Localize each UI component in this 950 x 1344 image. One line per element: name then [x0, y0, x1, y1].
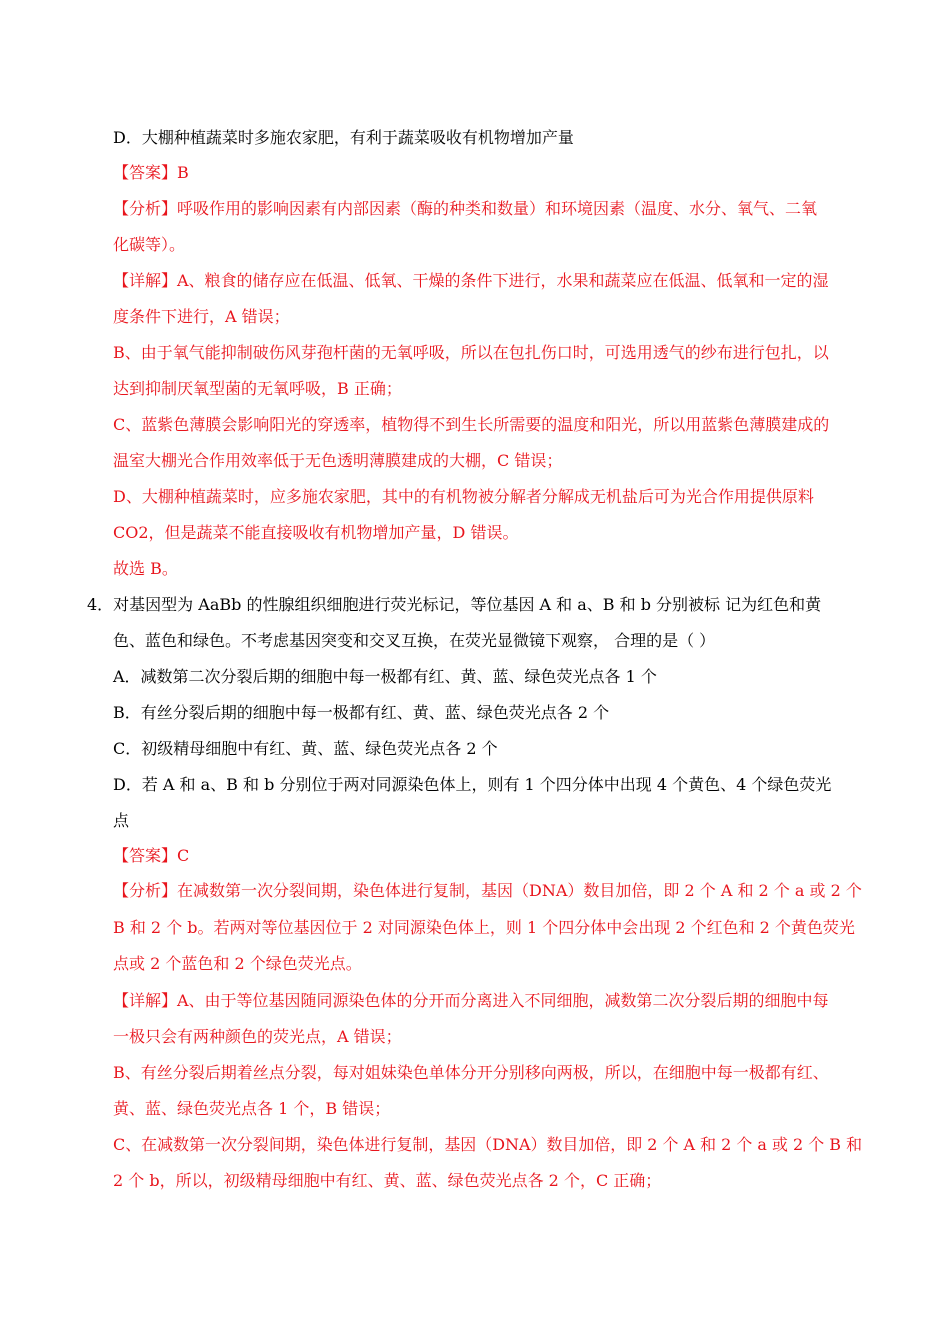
q4-detail-line-6: 2 个 b，所以，初级精母细胞中有红、黄、蓝、绿色荧光点各 2 个，C 正确；	[113, 1171, 662, 1190]
q3-option-d: D．大棚种植蔬菜时多施农家肥，有利于蔬菜吸收有机物增加产量	[113, 128, 574, 147]
q3-conclusion: 故选 B。	[113, 559, 178, 578]
q3-detail-line-4: 达到抑制厌氧型菌的无氧呼吸，B 正确；	[113, 379, 402, 398]
q4-analysis-line-1: 【分析】在减数第一次分裂间期，染色体进行复制，基因（DNA）数目加倍，即 2 个 A 和 2 个 a 或 2 个	[113, 881, 862, 900]
q4-stem-line-2: 色、蓝色和绿色。不考虑基因突变和交叉互换，在荧光显微镜下观察， 合理的是（ ）	[113, 631, 716, 650]
q4-stem-line-1: 4．对基因型为 AaBb 的性腺组织细胞进行荧光标记，等位基因 A 和 a、B 和 b 分别被标 记为红色和黄	[87, 595, 822, 614]
q4-detail-line-1: 【详解】A、由于等位基因随同源染色体的分开而分离进入不同细胞，减数第二次分裂后期的细胞中每	[113, 991, 829, 1010]
q4-detail-line-5: C、在减数第一次分裂间期，染色体进行复制，基因（DNA）数目加倍，即 2 个 A 和 2 个 a 或 2 个 B 和	[113, 1135, 863, 1154]
q4-option-c: C．初级精母细胞中有红、黄、蓝、绿色荧光点各 2 个	[113, 739, 498, 758]
q3-detail-line-2: 度条件下进行，A 错误；	[113, 307, 290, 326]
q3-detail-line-6: 温室大棚光合作用效率低于无色透明薄膜建成的大棚，C 错误；	[113, 451, 563, 470]
q3-detail-line-5: C、蓝紫色薄膜会影响阳光的穿透率，植物得不到生长所需要的温度和阳光，所以用蓝紫色薄膜建成的	[113, 415, 830, 434]
q4-detail-line-3: B、有丝分裂后期着丝点分裂，每对姐妹染色单体分开分别移向两极，所以，在细胞中每一极都有红、	[113, 1063, 829, 1082]
q3-analysis-line-2: 化碳等）。	[113, 235, 186, 254]
q3-detail-line-1: 【详解】A、粮食的储存应在低温、低氧、干燥的条件下进行，水果和蔬菜应在低温、低氧和一定的湿	[113, 271, 829, 290]
q3-detail-line-3: B、由于氧气能抑制破伤风芽孢杆菌的无氧呼吸，所以在包扎伤口时，可选用透气的纱布进行包扎，以	[113, 343, 829, 362]
q4-option-b: B．有丝分裂后期的细胞中每一极都有红、黄、蓝、绿色荧光点各 2 个	[113, 703, 610, 722]
q4-answer: 【答案】C	[113, 846, 190, 865]
q4-option-d-line-2: 点	[113, 811, 130, 830]
q4-detail-line-4: 黄、蓝、绿色荧光点各 1 个，B 错误；	[113, 1099, 391, 1118]
q4-detail-line-2: 一极只会有两种颜色的荧光点，A 错误；	[113, 1027, 402, 1046]
q3-answer: 【答案】B	[113, 163, 189, 182]
q3-detail-line-8: CO2，但是蔬菜不能直接吸收有机物增加产量，D 错误。	[113, 523, 519, 542]
q4-option-a: A．减数第二次分裂后期的细胞中每一极都有红、黄、蓝、绿色荧光点各 1 个	[113, 667, 657, 686]
q4-analysis-line-3: 点或 2 个蓝色和 2 个绿色荧光点。	[113, 954, 362, 973]
q4-option-d-line-1: D．若 A 和 a、B 和 b 分别位于两对同源染色体上，则有 1 个四分体中出现 4 个黄色、4 个绿色荧光	[113, 775, 832, 794]
q3-analysis-line-1: 【分析】呼吸作用的影响因素有内部因素（酶的种类和数量）和环境因素（温度、水分、氧气、二氧	[113, 199, 818, 218]
q4-analysis-line-2: B 和 2 个 b。若两对等位基因位于 2 对同源染色体上，则 1 个四分体中会出现 2 个红色和 2 个黄色荧光	[113, 918, 855, 937]
q3-detail-line-7: D、大棚种植蔬菜时，应多施农家肥，其中的有机物被分解者分解成无机盐后可为光合作用提供原料	[113, 487, 814, 506]
